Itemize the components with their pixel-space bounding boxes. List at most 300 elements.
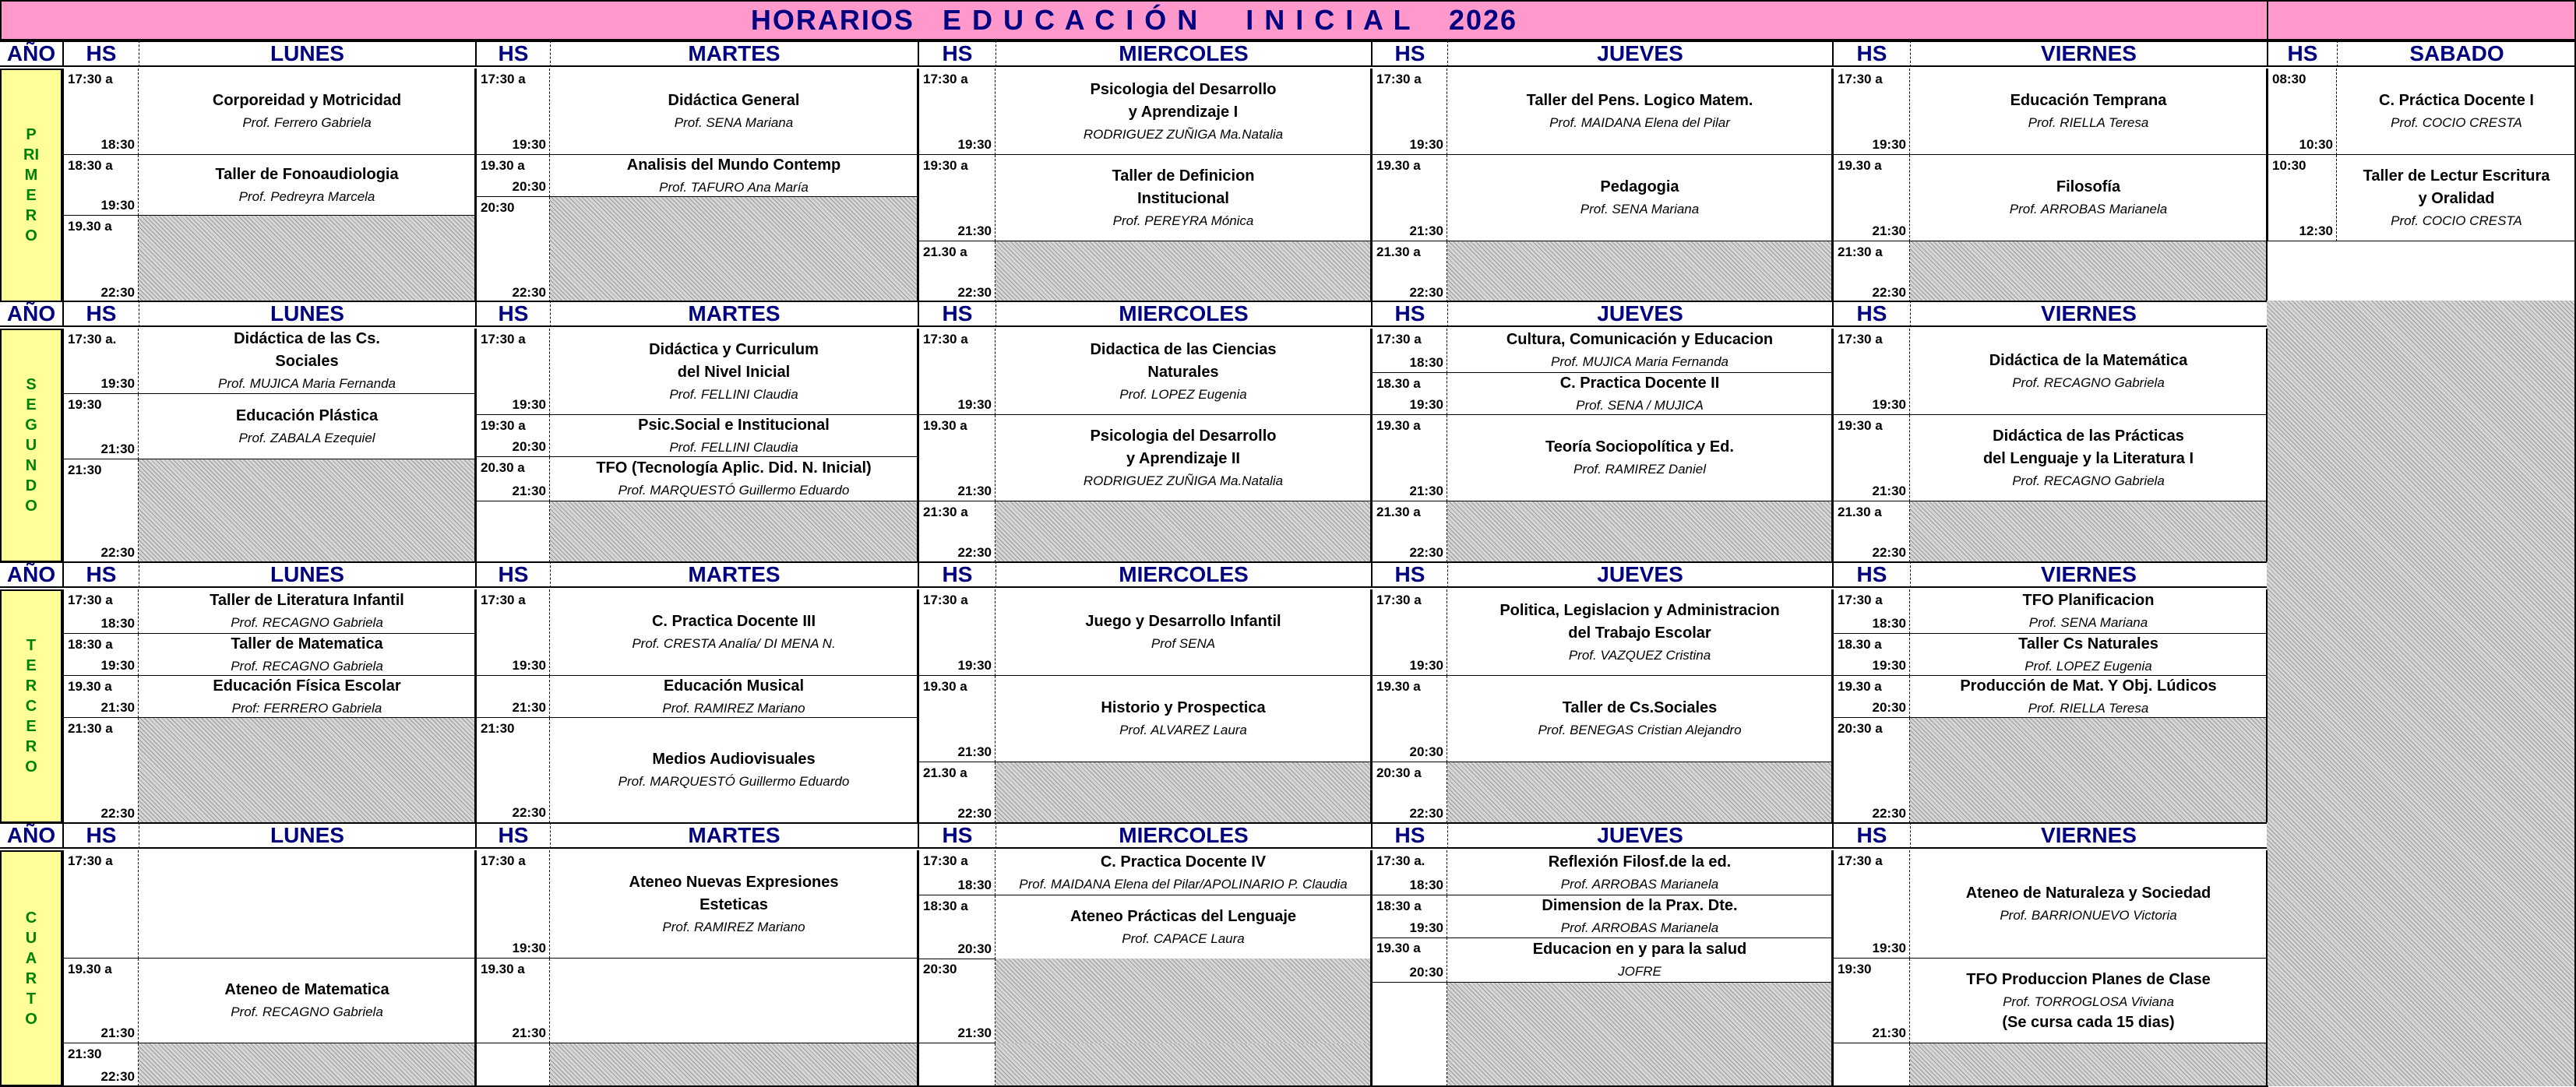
empty-slot [1910,1043,2267,1086]
empty-slot [996,959,1371,1043]
time-end: 22:30 [1872,285,1906,300]
time-end: 21:30 [1409,484,1443,498]
subject-cell [996,329,1371,415]
subject-cell [1910,415,2267,501]
time-end: 22:30 [1409,285,1443,300]
time-start: 18.30 a [1838,637,1882,652]
professor-name: Prof. MARQUESTÓ Guillermo Eduardo [618,483,850,498]
time-cell [475,1043,550,1086]
time-end: 20:30 [1409,744,1443,759]
time-cell [918,155,996,241]
time-cell [1371,589,1447,676]
subject-cell [550,415,918,457]
professor-name: Prof. CRESTA Analía/ DI MENA N. [632,636,836,651]
header-lunes-text: LUNES [270,823,344,847]
time-cell [1832,634,1910,676]
header-hs-text: HS [1856,562,1887,586]
time-end: 22:30 [957,285,992,300]
time-end: 22:30 [1409,545,1443,560]
subject-cell [1910,959,2267,1043]
subject-name: Educación Musical [663,677,805,695]
professor-name: Prof. RIELLA Teresa [2028,115,2149,130]
time-start: 21.30 a [923,244,967,259]
time-cell [918,241,996,302]
header-hs-text: HS [942,823,973,847]
time-cell [918,69,996,155]
subject-cell [1910,589,2267,634]
time-end: 21:30 [957,484,992,498]
time-cell [475,501,550,562]
time-start: 21.30 a [923,765,967,780]
professor-name: Prof. VAZQUEZ Cristina [1568,647,1711,663]
header-hs-text: HS [498,823,529,847]
subject-name: Taller Cs Naturales [2018,635,2158,653]
professor-name: RODRIGUEZ ZUÑIGA Ma.Natalia [1083,473,1284,488]
time-end: 21:30 [100,1025,135,1040]
subject-name: Taller de Definicion Institucional [1112,167,1255,207]
header-viernes-text: VIERNES [2041,41,2137,65]
time-cell [475,155,550,197]
header-lunes-text: LUNES [270,301,344,325]
time-start: 17:30 a [923,853,968,868]
time-cell [1832,501,1910,562]
time-start: 21.30 a [1376,244,1421,259]
time-start: 17:30 a [1376,332,1422,347]
time-start: 18.30 a [1376,376,1421,391]
time-end: 19:30 [100,658,135,673]
time-start: 08:30 [2272,72,2306,86]
time-cell [62,676,139,718]
time-end: 21:30 [512,1025,546,1040]
subject-note: (Se cursa cada 15 dias) [2002,1013,2175,1031]
subject-cell [2337,69,2576,155]
header-hs-text: HS [942,301,973,325]
header-sabado-text: SABADO [2409,41,2504,65]
time-start: 17:30 a [68,593,113,607]
subject-cell [1447,415,1832,501]
time-start: 19.30 a [1376,679,1421,694]
subject-cell [550,329,918,415]
year-name: TERCERO [25,637,37,776]
header-hs-text: HS [1394,301,1425,325]
time-cell [1371,329,1447,373]
time-start: 17:30 a [1376,72,1422,86]
time-end: 20:30 [512,179,546,194]
subject-name: Taller de Matematica [231,635,383,653]
time-cell [62,394,139,459]
professor-name: Prof. COCIO CRESTA [2391,213,2522,228]
header-hs [62,40,139,67]
professor-name: Prof. ARROBAS Marianela [1560,920,1719,935]
subject-cell [996,155,1371,241]
subject-cell [996,415,1371,501]
time-start: 10:30 [2272,158,2306,173]
time-start: 19.30 a [923,418,967,433]
header-ano-text: AÑO [6,301,56,325]
time-end: 19:30 [1872,658,1906,673]
header-ano [0,301,62,327]
header-viernes [1910,561,2267,588]
professor-name: Prof. LOPEZ Eugenia [2025,658,2152,674]
time-cell [1371,373,1447,415]
time-cell [62,634,139,676]
header-hs [1371,561,1447,588]
header-hs [918,301,996,327]
time-start: 21:30 a [923,505,968,519]
professor-name: Prof. ZABALA Ezequiel [238,430,375,445]
time-end: 21:30 [957,744,992,759]
empty-slot [1910,501,2267,562]
header-lunes [139,822,475,849]
subject-name: Taller de Lectur Escritura y Oralidad [2363,167,2550,207]
time-end: 20:30 [1409,965,1443,980]
time-start: 17:30 a [481,853,526,868]
time-cell [918,501,996,562]
time-start: 18:30 a [68,637,113,652]
time-cell [1371,676,1447,762]
subject-cell [1447,373,1832,415]
time-cell [918,1043,996,1086]
header-hs-text: HS [2287,41,2318,65]
time-end: 19:30 [100,376,135,391]
time-end: 19:30 [1409,137,1443,152]
subject-name: Cultura, Comunicación y Educacion [1506,331,1774,348]
time-end: 22:30 [957,806,992,821]
header-hs-text: HS [1394,823,1425,847]
header-hs [1832,561,1910,588]
header-hs [2267,40,2337,67]
header-martes-text: MARTES [688,301,781,325]
subject-cell [550,155,918,197]
time-end: 21:30 [1872,223,1906,238]
professor-name: Prof. MUJICA Maria Fernanda [218,376,396,391]
time-cell [62,329,139,394]
time-end: 22:30 [1409,806,1443,821]
time-cell [1371,415,1447,501]
professor-name: Prof. LOPEZ Eugenia [1119,386,1247,402]
empty-slot [1910,241,2267,302]
time-end: 20:30 [512,439,546,454]
subject-cell [550,457,918,501]
time-cell [1832,718,1910,823]
header-hs [1832,822,1910,849]
professor-name: Prof. MARQUESTÓ Guillermo Eduardo [618,774,850,789]
subject-name: Historio y Prospectica [1101,699,1266,716]
professor-name: Prof. SENA Mariana [2028,615,2148,630]
time-end: 21:30 [1409,223,1443,238]
time-cell [62,718,139,823]
header-miercoles-text: MIERCOLES [1119,823,1249,847]
year-name: CUARTO [25,909,37,1028]
time-start: 21.30 a [1376,505,1421,519]
time-cell [62,850,139,959]
professor-name: Prof SENA [1151,636,1216,651]
time-cell [1371,762,1447,823]
header-martes [550,40,918,67]
time-cell [62,216,139,302]
subject-name: Educación Temprana [2010,92,2167,109]
time-end: 22:30 [512,805,546,820]
subject-name: C. Práctica Docente I [2379,92,2534,109]
header-miercoles-text: MIERCOLES [1119,41,1249,65]
time-cell [1371,241,1447,302]
subject-name: Didáctica General [668,92,800,109]
professor-name: Prof. RECAGNO Gabriela [231,1004,383,1019]
subject-cell [1447,155,1832,241]
subject-name: C. Practica Docente II [1559,374,1720,392]
subject-name: Producción de Mat. Y Obj. Lúdicos [1960,677,2217,695]
header-hs-text: HS [1856,41,1887,65]
time-start: 20:30 [923,962,957,976]
time-end: 18:30 [1872,616,1906,631]
professor-name: Prof. SENA Mariana [1580,202,1700,216]
time-end: 21:30 [957,223,992,238]
subject-name: Pedagogia [1600,178,1679,195]
subject-cell [550,959,918,1043]
time-end: 22:30 [100,545,135,560]
subject-cell [1910,676,2267,718]
header-martes-text: MARTES [688,562,781,586]
time-cell [918,850,996,895]
header-martes [550,561,918,588]
time-start: 19:30 a [1838,418,1883,433]
subject-cell [139,589,475,634]
professor-name: Prof. FELLINI Claudia [669,439,798,455]
time-end: 18:30 [957,878,992,892]
subject-cell [550,850,918,959]
time-cell [1371,937,1447,983]
time-cell [1832,69,1910,155]
subject-cell [550,589,918,676]
time-start: 17:30 a [1838,332,1883,347]
time-cell [62,459,139,562]
empty-slot [996,762,1371,823]
professor-name: Prof. SENA Mariana [674,115,794,130]
professor-name: Prof. SENA / MUJICA [1576,397,1704,413]
professor-name: Prof. MAIDANA Elena del Pilar/APOLINARIO P. Claudia [1019,876,1348,892]
time-cell [1832,676,1910,718]
time-start: 19.30 a [1376,158,1421,173]
header-martes [550,822,918,849]
professor-name: Prof. RAMIREZ Mariano [662,700,805,716]
time-cell [475,329,550,415]
time-end: 22:30 [1872,806,1906,821]
header-hs [475,822,550,849]
header-martes [550,301,918,327]
professor-name: Prof. FELLINI Claudia [669,386,798,402]
subject-name: Educacion en y para la salud [1532,940,1747,958]
time-start: 17:30 a [1838,72,1883,86]
subject-cell [139,850,475,959]
header-hs-text: HS [1856,823,1887,847]
professor-name: Prof. RIELLA Teresa [2028,700,2149,716]
empty-slot [996,501,1371,562]
time-cell [62,1043,139,1086]
time-start: 21:30 a [68,721,113,736]
header-martes-text: MARTES [688,823,781,847]
time-start: 20.30 a [481,460,525,475]
header-hs-text: HS [1856,301,1887,325]
time-end: 21:30 [100,700,135,715]
unused-area [2267,822,2576,1086]
time-cell [62,589,139,634]
time-start: 21:30 a [1838,244,1883,259]
professor-name: Prof. ARROBAS Marianela [1560,876,1719,892]
subject-cell [996,850,1371,895]
subject-name: Taller de Literatura Infantil [210,592,404,609]
time-cell [1832,329,1910,415]
page-title [0,0,2268,40]
subject-name: C. Practica Docente III [651,613,816,630]
subject-name: Taller de Fonoaudiologia [215,165,399,183]
subject-cell [1447,69,1832,155]
subject-name: Didáctica y Curriculum del Nivel Inicial [649,340,819,381]
time-cell [1832,415,1910,501]
header-jueves [1447,561,1832,588]
header-hs [1371,40,1447,67]
header-lunes [139,301,475,327]
subject-name: Corporeidad y Motricidad [212,92,402,109]
subject-name: Juego y Desarrollo Infantil [1085,613,1281,630]
time-cell [62,155,139,216]
subject-cell [996,69,1371,155]
time-end: 21:30 [512,484,546,498]
time-cell [475,676,550,718]
time-start: 18:30 a [923,899,968,913]
subject-cell [139,329,475,394]
professor-name: Prof. PEREYRA Mónica [1112,213,1254,228]
subject-cell [1910,634,2267,676]
subject-name: Dimension de la Prax. Dte. [1542,897,1738,914]
header-hs [475,561,550,588]
subject-name: Didactica de las Ciencias Naturales [1090,340,1277,381]
professor-name: Prof. RECAGNO Gabriela [231,658,383,674]
header-ano-text: AÑO [6,41,56,65]
professor-name: Prof. MUJICA Maria Fernanda [1551,354,1728,369]
time-end: 20:30 [1872,700,1906,715]
subject-cell [1910,155,2267,241]
time-end: 19:30 [957,397,992,412]
header-miercoles [996,40,1371,67]
time-start: 19:30 [1838,962,1872,976]
professor-name: Prof: FERRERO Gabriela [231,700,382,716]
subject-name: Didáctica de las Prácticas del Lenguaje y la Literatura I [1982,427,2194,467]
subject-cell [1447,676,1832,762]
day-divider [2266,850,2268,1086]
professor-name: Prof. TAFURO Ana María [659,179,809,195]
header-hs [1371,822,1447,849]
time-end: 19:30 [957,137,992,152]
subject-name: Medios Audiovisuales [652,751,816,768]
time-start: 21:30 [68,463,102,477]
time-start: 19.30 a [68,679,112,694]
year-label-segundo [0,329,62,562]
time-cell [918,415,996,501]
subject-cell [139,394,475,459]
time-end: 22:30 [100,285,135,300]
time-start: 17:30 a. [68,332,117,347]
header-jueves [1447,822,1832,849]
subject-name: Taller del Pens. Logico Matem. [1526,92,1753,109]
empty-slot [139,216,475,302]
subject-cell [1447,589,1832,676]
professor-name: Prof. TORROGLOSA Viviana [2003,994,2174,1009]
time-cell [475,959,550,1043]
header-viernes-text: VIERNES [2041,562,2137,586]
time-end: 21:30 [512,700,546,715]
time-end: 19:30 [512,397,546,412]
empty-slot [1447,241,1832,302]
header-hs [1832,301,1910,327]
header-jueves-text: JUEVES [1597,823,1683,847]
subject-cell [139,959,475,1043]
subject-name: TFO (Tecnología Aplic. Did. N. Inicial) [596,459,872,477]
time-cell [475,589,550,676]
time-start: 19.30 a [923,679,967,694]
time-cell [1832,241,1910,302]
subject-cell [139,155,475,216]
time-end: 22:30 [1872,545,1906,560]
time-cell [918,895,996,959]
time-cell [1832,589,1910,634]
time-end: 12:30 [2299,223,2333,238]
header-hs [918,561,996,588]
header-viernes [1910,822,2267,849]
time-start: 19:30 [68,397,102,412]
time-start: 17:30 a [68,853,113,868]
time-end: 21:30 [1872,1025,1906,1040]
subject-name: TFO Produccion Planes de Clase [1966,970,2211,988]
time-end: 19:30 [957,658,992,673]
header-ano [0,40,62,67]
time-cell [918,762,996,823]
time-start: 21:30 [481,721,515,736]
empty-slot [550,197,918,302]
time-start: 21:30 [68,1047,102,1061]
subject-name: C. Practica Docente IV [1100,853,1267,871]
header-hs [918,822,996,849]
time-cell [475,718,550,823]
professor-name: Prof. BENEGAS Cristian Alejandro [1538,723,1742,737]
header-jueves-text: JUEVES [1597,301,1683,325]
professor-name: Prof. RECAGNO Gabriela [231,615,383,630]
subject-name: Analisis del Mundo Contemp [626,156,841,174]
time-start: 19.30 a [1838,158,1882,173]
time-end: 20:30 [957,941,992,956]
header-lunes-text: LUNES [270,562,344,586]
time-end: 21:30 [957,1025,992,1040]
subject-name: Psicologia del Desarrollo y Aprendizaje I [1090,80,1277,121]
time-start: 17:30 a [481,593,526,607]
subject-name: Educación Plástica [235,406,379,424]
header-sabado [2337,40,2576,67]
empty-slot [1447,501,1832,562]
time-end: 19:30 [512,941,546,955]
subject-cell [550,69,918,155]
time-cell [918,329,996,415]
subject-name: Ateneo Prácticas del Lenguaje [1070,907,1297,925]
empty-slot [1910,718,2267,823]
empty-slot [550,1043,918,1086]
time-end: 22:30 [512,285,546,300]
subject-cell [1910,850,2267,959]
subject-cell [139,634,475,676]
header-ano-text: AÑO [6,823,56,847]
subject-cell [996,895,1371,959]
title-text: HORARIOS E D U C A C I Ó N I N I C I A L 2026 [750,4,1518,36]
time-end: 19:30 [1872,941,1906,955]
header-lunes-text: LUNES [270,41,344,65]
